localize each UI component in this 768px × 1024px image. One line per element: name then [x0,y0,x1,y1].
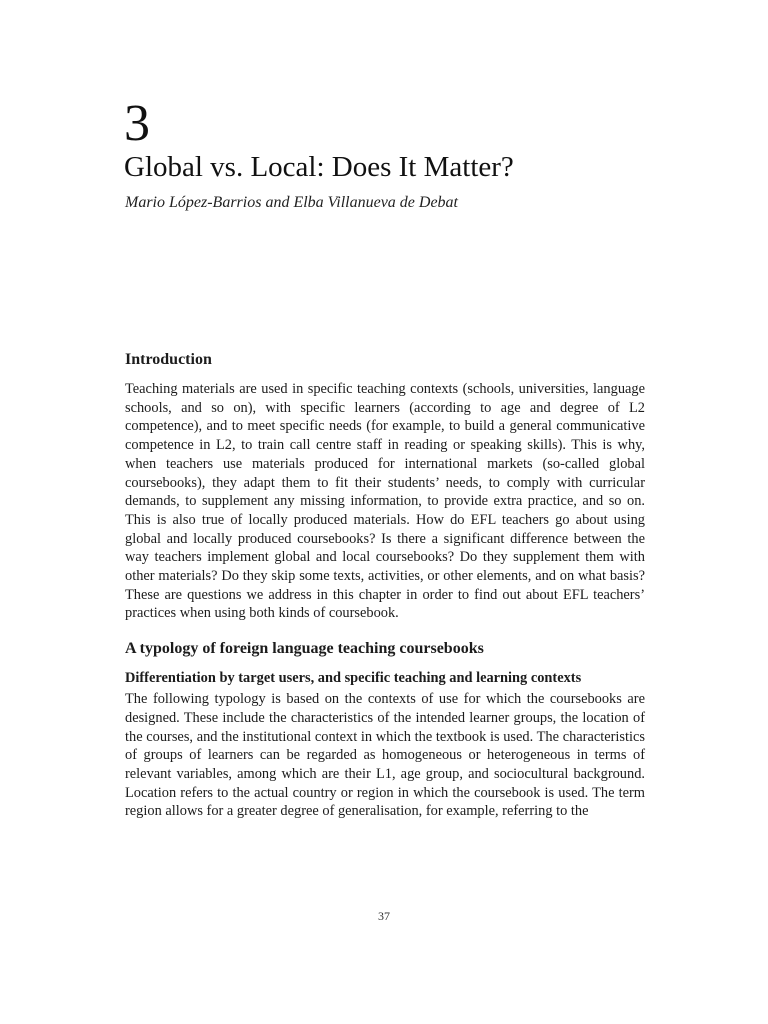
chapter-authors: Mario López-Barrios and Elba Villanueva de Debat [125,194,458,211]
introduction-heading: Introduction [125,351,212,368]
introduction-paragraph: Teaching materials are used in specific teaching contexts (schools, universities, language schools, and so on), with specific learners (according to age and degree of L2 competence), and to meet specific needs (for example, to build a general communicative competence in L2, to train call centre staff in reading or speaking skills). This is why, when teachers use materials produced for international markets (so-called global coursebooks), they adapt them to fit their students’ needs, to comply with curricular demands, to supplement any missing information, to provide extra practice, and so on. This is also true of locally produced materials. How do EFL teachers go about using global and locally produced coursebooks? Is there a significant difference between the way teachers implement global and local coursebooks? Do they supplement them with other materials? Do they skip some texts, activities, or other elements, and on what basis? These are questions we address in this chapter in order to find out about EFL teachers’ practices when using both kinds of coursebook. [125,381,645,622]
typology-subheading: Differentiation by target users, and specific teaching and learning contexts [125,670,582,687]
chapter-title: Global vs. Local: Does It Matter? [124,151,514,183]
chapter-number: 3 [124,95,150,152]
typology-paragraph: The following typology is based on the contexts of use for which the coursebooks are designed. These include the characteristics of the intended learner groups, the location of the courses, and the institutional context in which the textbook is used. The characteristics of groups of learners can be regarded as homogeneous or heterogeneous in terms of relevant variables, among which are their L1, age group, and sociocultural background. Location refers to the actual country or region in which the coursebook is used. The term region allows for a greater degree of generalisation, for example, referring to the [125,691,645,820]
chapter-body [125,350,645,821]
page-number: 37 [378,909,390,923]
typology-heading: A typology of foreign language teaching coursebooks [125,640,484,658]
